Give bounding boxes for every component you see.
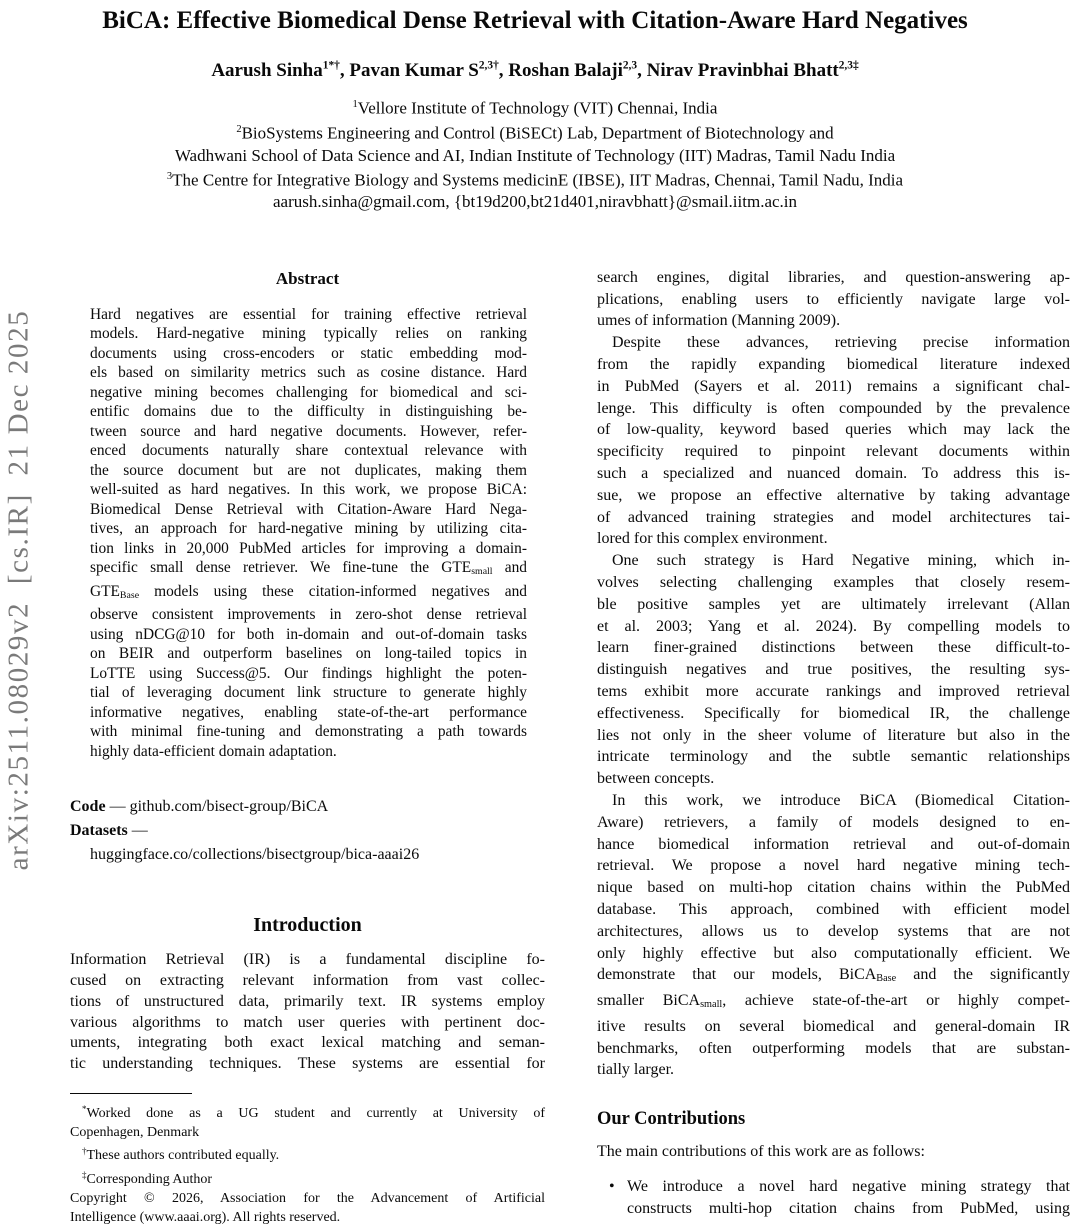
bullet-icon: • — [609, 1178, 615, 1196]
contributions-list — [597, 1176, 1070, 1220]
text-line: tion links in 20,000 PubMed articles for improving a domain- — [90, 539, 527, 557]
text-line: constructs multi-hop citation chains from PubMed, using — [627, 1199, 1070, 1217]
text-line: from the rapidly expanding biomedical literature indexed — [597, 355, 1070, 373]
text-line: tic understanding techniques. These systems are essential for — [70, 1055, 545, 1073]
text-line: Despite these advances, retrieving precise information — [612, 334, 1070, 352]
code-label: Code — [70, 798, 106, 816]
email-line: aarush.sinha@gmail.com, {bt19d200,bt21d401,niravbhatt}@smail.iitm.ac.in — [272, 192, 798, 212]
author-affil-marker: 2,3‡ — [838, 60, 859, 72]
text-line: on BEIR and outperform baselines on long-tailed topics in — [90, 645, 527, 663]
text-line: els based on similarity metrics such as cosine distance. Hard — [90, 364, 527, 382]
text-line: intricate terminology and the subtle semantic relationships — [597, 748, 1070, 766]
affiliation-line: $^1$Vellore Institute of Technology (VIT) Chennai, India — [352, 98, 718, 118]
contributions-intro: The main contributions of this work are as follows: — [597, 1143, 925, 1161]
text-line: uments, integrating both exact lexical matching and seman- — [70, 1034, 545, 1052]
author-name: Roshan Balaji$^{2,3}$, — [508, 60, 647, 82]
text-line: architectures, allows us to develop systems that are not — [597, 922, 1070, 940]
text-line: database. This approach, combined with efficient model — [597, 900, 1070, 918]
text-line: Aware) retrievers, a family of models designed to en- — [597, 813, 1070, 831]
affiliation-line: Wadhwani School of Data Science and AI, Indian Institute of Technology (IIT) Madras, Tamil Nadu India — [174, 145, 896, 165]
datasets-label-line — [70, 819, 545, 843]
affiliation-line: $^2$BioSystems Engineering and Control (BiSECt) Lab, Department of Biotechnology and — [236, 124, 834, 144]
text-line: informative negatives, enabling state-of-the-art performance — [90, 703, 527, 721]
text-line: using nDCG@10 for both in-domain and out-of-domain tasks — [90, 625, 527, 643]
text-line: enced documents naturally share contextual relevance with — [90, 442, 527, 460]
text-line: cused on extracting relevant information from vast collec- — [70, 972, 545, 990]
footnote-rule — [70, 1093, 192, 1094]
text-line: †These authors contributed equally. — [82, 1146, 280, 1164]
resource-links — [70, 795, 545, 867]
text-line: search engines, digital libraries, and question-answering ap- — [597, 268, 1070, 286]
arxiv-watermark: arXiv:2511.08029v2 [cs.IR] 21 Dec 2025 — [2, 309, 35, 871]
affiliation-line: $^3$The Centre for Integrative Biology and Systems medicinE (IBSE), IIT Madras, Chennai, Tamil Nadu, India — [166, 170, 904, 190]
text-line: retrieval. We propose a novel hard negative mining tech- — [597, 857, 1070, 875]
text-line: well-suited as hard negatives. In this work, we propose BiCA: — [90, 481, 527, 499]
abstract-heading: Abstract — [275, 268, 340, 288]
text-line: tems exhibit more accurate rankings and improved retrieval — [597, 682, 1070, 700]
text-line: Intelligence (www.aaai.org). All rights reserved. — [70, 1210, 341, 1226]
right-column — [597, 267, 1070, 1227]
text-line: tial of leveraging document link structure to generate highly — [90, 684, 527, 702]
datasets-url: huggingface.co/collections/bisectgroup/bica-aaai26 — [90, 846, 420, 864]
text-line: benchmarks, often outperforming models that are substan- — [597, 1039, 1070, 1057]
text-line: various algorithms to match user queries with pertinent doc- — [70, 1013, 545, 1031]
text-line: In this work, we introduce BiCA (Biomedical Citation- — [612, 791, 1070, 809]
contribution-bullet — [597, 1176, 1070, 1220]
author-affil-marker: 1*† — [322, 60, 340, 72]
text-line: with minimal fine-tuning and demonstrating a path towards — [90, 723, 527, 741]
author-affil-marker: 2,3† — [478, 60, 499, 72]
footnote-block — [70, 1093, 545, 1227]
text-line: observe consistent improvements in zero-shot dense retrieval — [90, 606, 527, 624]
text-line: tives, an approach for hard-negative mining by utilizing cita- — [90, 520, 527, 538]
text-line: specific small dense retriever. We fine-tune the GTEsmall and — [90, 559, 527, 578]
text-line: ble positive samples yet are ultimately irrelevant (Allan — [597, 595, 1070, 613]
text-line: Biomedical Dense Retrieval with Citation-Aware Hard Nega- — [90, 500, 527, 518]
text-line: volves selecting challenging examples that closely resem- — [597, 573, 1070, 591]
text-line: entific domains due to the difficulty in distinguishing be- — [90, 403, 527, 421]
datasets-dash: — — [127, 822, 148, 840]
text-line: et al. 2003; Yang et al. 2024). By compelling models to — [597, 617, 1070, 635]
text-line: effectiveness. Specifically for biomedical IR, the challenge — [597, 704, 1070, 722]
author-name: Aarush Sinha$^{1*\dagger}$, — [211, 60, 350, 82]
affiliation-block — [0, 94, 1070, 191]
text-line: *Worked done as a UG student and currently at University of — [82, 1104, 545, 1122]
text-line: negative mining becomes challenging for biomedical and sci- — [90, 383, 527, 401]
text-line: ‡Corresponding Author — [82, 1169, 213, 1187]
text-line: hance biomedical information retrieval and out-of-domain — [597, 835, 1070, 853]
text-line: only highly effective but also computationally efficient. We — [597, 944, 1070, 962]
text-line: nique based on multi-hop citation chains within the PubMed — [597, 879, 1070, 897]
text-line: models. Hard-negative mining typically relies on ranking — [90, 325, 527, 343]
text-line: sue, we propose an effective alternative by taking advantage — [597, 486, 1070, 504]
author-name: Nirav Pravinbhai Bhatt$^{2,3\ddagger}$ — [646, 60, 859, 82]
code-link-line — [70, 795, 545, 819]
text-line: the source document but are not duplicates, making them — [90, 461, 527, 479]
datasets-label: Datasets — [70, 822, 128, 840]
paper-header — [0, 0, 1070, 213]
text-line: of advanced training strategies and model architectures tai- — [597, 508, 1070, 526]
text-line: itive results on several biomedical and general-domain IR — [597, 1017, 1070, 1035]
text-line: lies not only in the sheer volume of literature but also in the — [597, 726, 1070, 744]
author-affil-marker: 2,3 — [622, 60, 638, 72]
abstract-text — [90, 305, 527, 762]
text-line: plications, enabling users to efficiently navigate large vol- — [597, 290, 1070, 308]
text-line: tween source and hard negative documents. However, refer- — [90, 422, 527, 440]
introduction-text — [70, 950, 545, 1075]
text-line: LoTTE using Success@5. Our findings highlight the poten- — [90, 664, 527, 682]
text-line: distinguish negatives and true positives, the resulting sys- — [597, 661, 1070, 679]
text-line: Information Retrieval (IR) is a fundamental discipline fo- — [70, 951, 545, 969]
text-line: tially larger. — [597, 1061, 675, 1079]
footnote-text — [70, 1100, 545, 1227]
text-line: highly data-efficient domain adaptation. — [90, 742, 337, 760]
text-line: lored for this complex environment. — [597, 530, 828, 548]
author-line — [0, 55, 1070, 82]
text-line: documents using cross-encoders or static embedding mod- — [90, 344, 527, 362]
text-line: smaller BiCAsmall, achieve state-of-the-art or highly compet- — [597, 992, 1070, 1011]
text-line: such a specialized and nuanced domain. To address this is- — [597, 464, 1070, 482]
text-line: of low-quality, keyword based queries which may lack the — [597, 421, 1070, 439]
text-line: lenge. This difficulty is often compounded by the prevalence — [597, 399, 1070, 417]
two-column-body — [0, 267, 1070, 1227]
left-column — [70, 267, 545, 1227]
text-line: learn finer-grained distinctions between these difficult-to- — [597, 639, 1070, 657]
contributions-heading: Our Contributions — [597, 1109, 746, 1130]
abstract-section — [70, 269, 545, 762]
paper-title: BiCA: Effective Biomedical Dense Retrieval with Citation-Aware Hard Negatives — [102, 7, 968, 34]
text-line: One such strategy is Hard Negative mining, which in- — [612, 552, 1070, 570]
text-line: Hard negatives are essential for training effective retrieval — [90, 305, 527, 323]
text-line: between concepts. — [597, 770, 715, 788]
text-line: Copenhagen, Denmark — [70, 1125, 200, 1141]
text-line: in PubMed (Sayers et al. 2011) remains a significant chal- — [597, 377, 1070, 395]
text-line: Copyright © 2026, Association for the Advancement of Artificial — [70, 1190, 545, 1206]
text-line: specificity required to pinpoint relevant documents within — [597, 443, 1070, 461]
text-line: umes of information (Manning 2009). — [597, 312, 841, 330]
code-url: — github.com/bisect-group/BiCA — [105, 798, 329, 816]
author-name: Pavan Kumar $S^{2,3\dagger}$, — [349, 60, 509, 82]
text-line: We introduce a novel hard negative mining strategy that — [627, 1178, 1070, 1196]
text-line: demonstrate that our models, BiCABase and the significantly — [597, 966, 1070, 985]
body-text — [597, 267, 1070, 1081]
introduction-heading: Introduction — [253, 914, 362, 937]
text-line: tions of unstructured data, primarily text. IR systems employ — [70, 992, 545, 1010]
text-line: GTEBase models using these citation-informed negatives and — [90, 582, 527, 601]
